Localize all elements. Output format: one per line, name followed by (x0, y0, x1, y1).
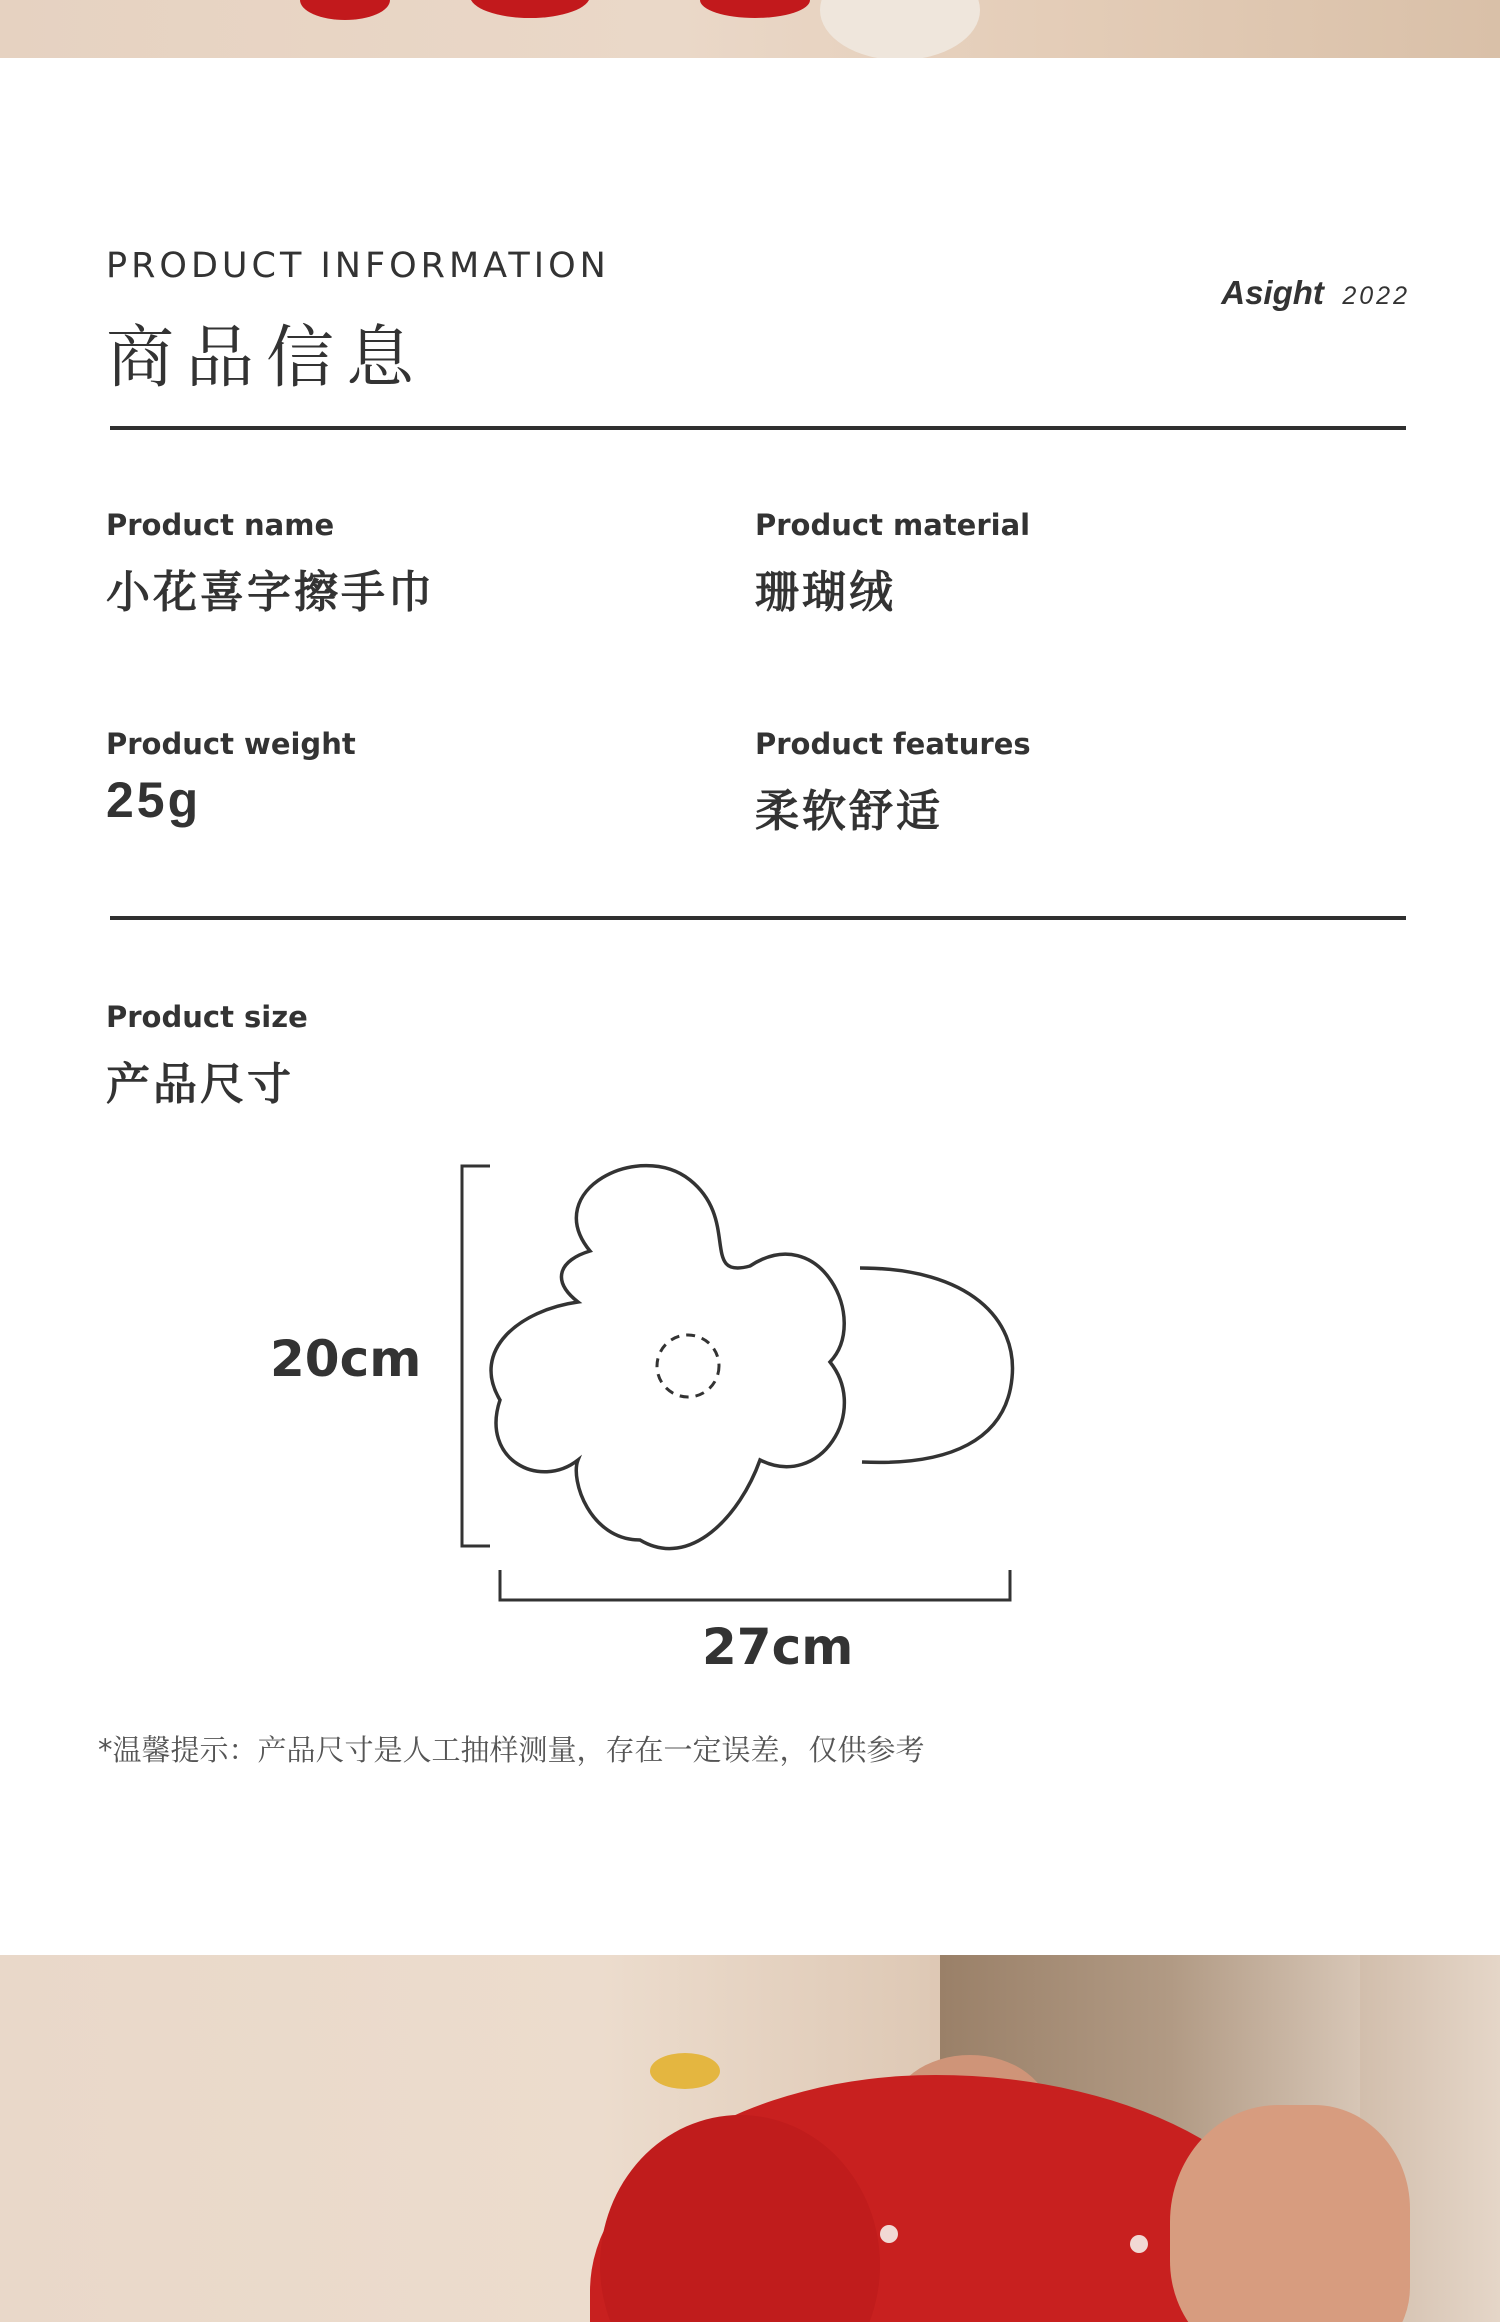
flower-towel-outline (491, 1166, 844, 1549)
field-label: Product weight (106, 727, 356, 761)
field-value: 25g (106, 772, 202, 828)
field-value: 小花喜字擦手巾 (106, 567, 435, 618)
measurement-note: *温馨提示：产品尺寸是人工抽样测量，存在一定误差，仅供参考 (98, 1733, 925, 1767)
field-value: 柔软舒适 (755, 786, 943, 837)
field-value: 珊瑚绒 (755, 567, 896, 618)
field-label: Product features (755, 727, 1031, 761)
towel-loop-outline (860, 1268, 1012, 1462)
page-title: 商品信息 (106, 319, 427, 398)
field-label: Product name (106, 508, 335, 542)
bottom-product-photo (0, 1955, 1500, 2322)
brand-year: 2022 (1342, 282, 1410, 310)
height-bracket (462, 1166, 490, 1546)
field-product-name (106, 508, 435, 620)
field-label: Product size (106, 1000, 308, 1034)
top-product-photo (0, 0, 1500, 58)
brand-name: Asight (1221, 274, 1324, 311)
field-label: Product material (755, 508, 1031, 542)
divider-top (110, 426, 1406, 430)
field-value: 产品尺寸 (106, 1059, 294, 1110)
width-bracket (500, 1570, 1010, 1600)
width-dimension: 27cm (702, 1618, 854, 1676)
brand-mark (1221, 274, 1410, 312)
field-product-material (755, 508, 1030, 620)
field-product-weight (106, 727, 356, 829)
section-kicker: PRODUCT INFORMATION (106, 246, 610, 286)
field-product-features (755, 727, 1031, 839)
height-dimension: 20cm (270, 1330, 422, 1388)
divider-bottom (110, 916, 1406, 920)
field-product-size (106, 1000, 308, 1112)
